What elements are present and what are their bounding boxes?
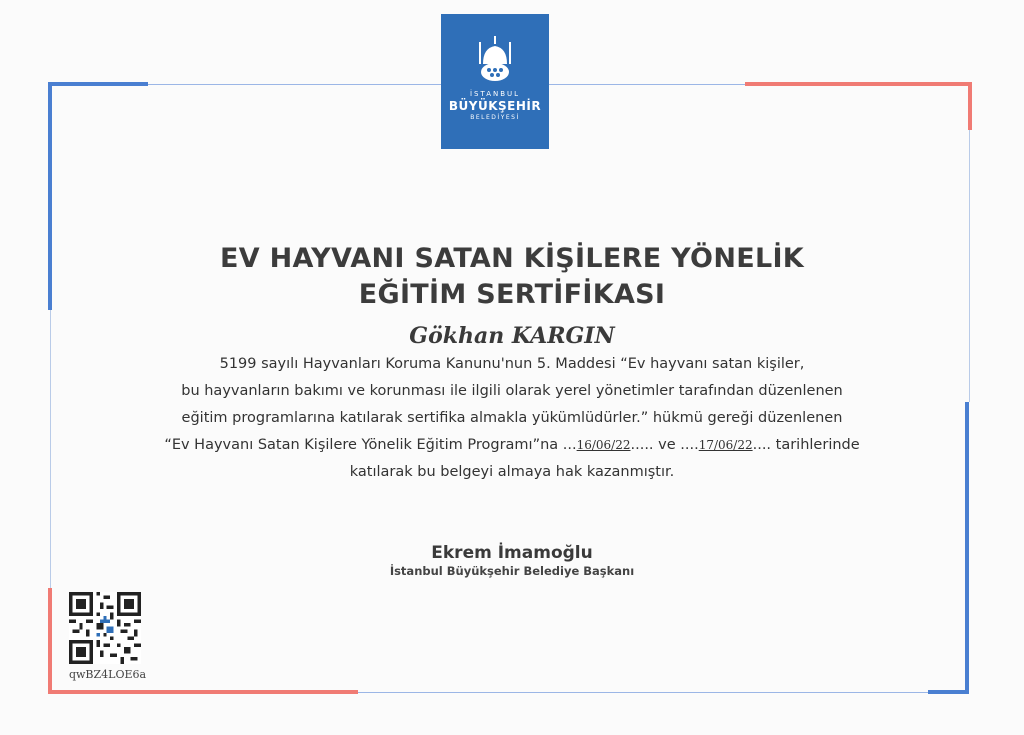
- logo-line-1: İSTANBUL: [469, 90, 521, 98]
- body-line-1: 5199 sayılı Hayvanları Koruma Kanunu'nun 5. Maddesi “Ev hayvanı satan kişiler,: [219, 356, 805, 372]
- certificate-title-line-2: EĞİTİM SERTİFİKASI: [358, 279, 666, 310]
- frame-left-top: [48, 82, 52, 310]
- frame-right-top: [968, 82, 972, 130]
- ibb-logo: [441, 14, 549, 149]
- signer-position: İstanbul Büyükşehir Belediye Başkanı: [389, 564, 635, 578]
- end-date: 17/06/22: [698, 438, 753, 452]
- logo-line-3: BELEDİYESİ: [470, 114, 520, 121]
- mosque-emblem-icon: [475, 36, 515, 84]
- frame-top-thin: [148, 84, 441, 85]
- frame-bottom-left: [48, 690, 358, 694]
- recipient-name: Gökhan KARGIN: [409, 323, 615, 349]
- frame-left-bottom: [48, 588, 52, 694]
- certificate-title-line-1: EV HAYVANI SATAN KİŞİLERE YÖNELİK: [219, 243, 805, 274]
- verification-code: qwBZ4LOE6a: [68, 668, 147, 681]
- frame-top-right: [745, 82, 972, 86]
- body-line-4-start: “Ev Hayvanı Satan Kişilere Yönelik Eğitim Programı”na ...: [164, 437, 577, 453]
- body-line-4-middle: ..... ve ....: [630, 437, 699, 453]
- frame-bottom-thin: [358, 692, 928, 693]
- start-date: 16/06/22: [576, 438, 631, 452]
- verification-qr-code: [69, 592, 141, 664]
- body-line-4-end: .... tarihlerinde: [752, 437, 860, 453]
- body-line-3: eğitim programlarına katılarak sertifika almakla yükümlüdürler.” hükmü gereği düzenlenen: [181, 410, 843, 426]
- frame-top-thin-right: [549, 84, 745, 85]
- body-line-4: [0, 437, 1024, 453]
- body-line-5: katılarak bu belgeyi almaya hak kazanmıştır.: [349, 464, 675, 480]
- signer-name: Ekrem İmamoğlu: [431, 543, 593, 563]
- body-line-2: bu hayvanların bakımı ve korunması ile ilgili olarak yerel yönetimler tarafından düzenlenen: [181, 383, 843, 399]
- frame-top-left: [48, 82, 148, 86]
- frame-bottom-right: [928, 690, 969, 694]
- logo-line-2: BÜYÜKŞEHİR: [448, 99, 542, 113]
